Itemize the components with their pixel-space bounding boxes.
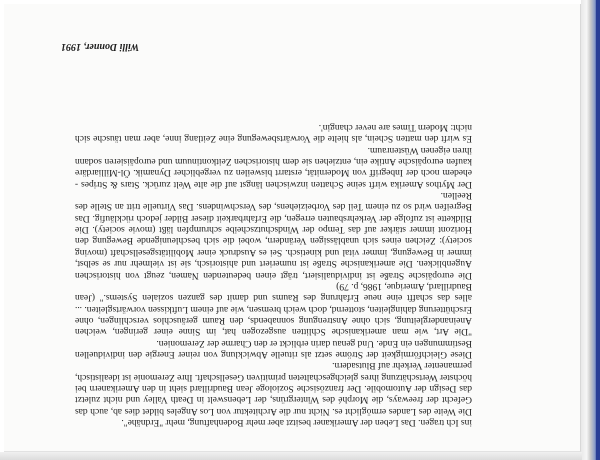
paragraph: Der Mythos Amerika wirft seine Schatten inzwischen längst auf die alte Welt zurück. Stars & Stripes - ehedem noch der Inbegriff von Modernität, erstarrt bisweilen zu vergeblicher Dynamik. Öl-Milliardäre kaufen europäische Antike ein, entziehen sie dem historischen Zeitkontinuum und europäisieren sodann ihren eigenen Wüstenraum. bbox=[75, 144, 472, 190]
blue-cover-edge bbox=[596, 0, 600, 460]
paragraph: Die Weite des Landes ermöglicht es. Nicht nur die Architektur von Los Angeles bildet dies ab, auch das Gefecht der freeways, die Morphé des Wintergrüns, der Lebenswelt in Death Valley und nicht zuletzt das Design der Automobile. Der französische Soziologe Jean Baudrillard sieht in den Amerikanern bei höchster Wertschätzung ihres gleichgeschalteten primitiven Gesellschaft. Ihre Zeremonie ist idealistisch, permanenter Verkehr auf Blutsadern. bbox=[75, 360, 472, 417]
author-signature: Willi Donner, 1991 bbox=[61, 41, 140, 52]
paragraph: Die europäische Straße ist individualisiert, trägt einen bedeutenden Namen, zeugt von historischen Augenblicken. Die amerikanische Straße ist numeriert und ahistorisch, sie ist vielmehr nur se selbst, immer in Bewegung, immer vital und kinetisch. Sei es Ausdruck einer Mobilitätsgesellschaft (moving society): Zeichen eines sich unablässigen Verändern, wobei die sich beschleunigende Bewegung den Horizont immer stärker auf das Tempo der Windschutzscheibe schrumpfen läßt (movie society). Die Bildkette ist zufolge der Verkehrsbauten erregen, die Erfahrbarkeit dieser Bilder jedoch rückläufig. Das Begreifen wird so zu einem Teil des Vorbeiziehens, des Verschwindens. Das Virtuelle tritt an Stelle des Reellen. bbox=[75, 190, 472, 281]
page-binding-edge bbox=[581, 0, 597, 460]
body-text bbox=[75, 122, 472, 428]
paragraph: "Die Art, wie man amerikanische Schlitten ausgezogen hat, im Sinne einer geringen, weichen Aneinandergleitung, sich ohne Anstrengung sonnabends, den Raum geräuschlos verschlingen, ohne Erschütterung dahingleiten, stotternd, doch weich bremsen, wie auf einem Luftkissen vorwärtsgleiten. ... alles das schafft eine neue Erfahrung des Raums und damit des ganzen sozialen Systems." (Jean Baudrillard, Amerique, 1986, p. 79) bbox=[75, 280, 472, 338]
rotated-page-content bbox=[4, 4, 581, 452]
paragraph: Diese Gleichförmigkeit der Ströme setzt als rituelle Abwicklung von reiner Energie den individuellen Bestimmungen ein Ende. Und genau darin erblickt er den Charme der Zeremonien. bbox=[75, 337, 472, 360]
page-bottom-edge bbox=[0, 452, 582, 460]
paragraph: ins Ich tragen. Das Leben der Amerikaner besitzt aber mehr Bodenhaftung, mehr "Erdnähe". bbox=[121, 417, 472, 428]
paragraph: Es wirft den matten Schein, als hielte die Vorwärtsbewegung eine Zeitlang inne, aber man täusche sich nicht: Modern Times are never changin'. bbox=[75, 122, 472, 145]
